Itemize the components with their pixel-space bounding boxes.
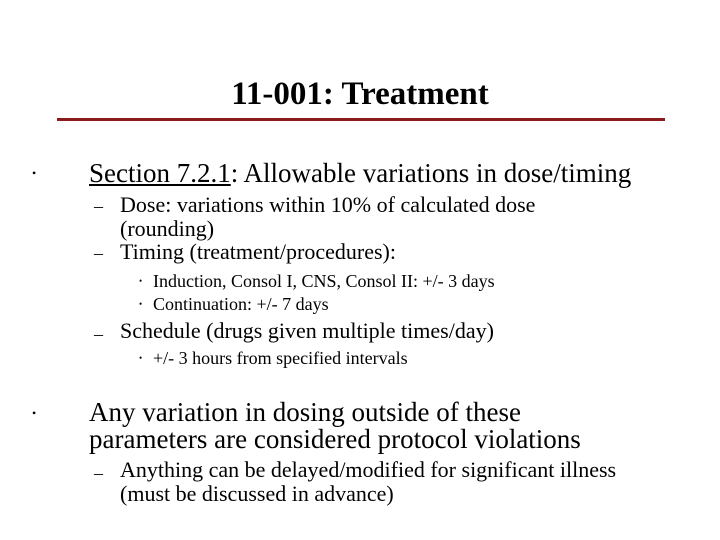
sub-dash: – xyxy=(94,324,103,344)
title-divider xyxy=(57,118,665,121)
timing-induction: Induction, Consol I, CNS, Consol II: +/- 3 days xyxy=(153,271,495,291)
sub-sub-dot: • xyxy=(139,276,143,286)
sub-sub-dot: • xyxy=(139,299,143,309)
section-link[interactable]: Section 7.2.1 xyxy=(89,158,231,188)
sub-dash: – xyxy=(94,196,103,216)
bullet-2-line2: parameters are considered protocol violations xyxy=(89,424,581,454)
bullet-1 xyxy=(89,160,631,187)
sub-schedule: Schedule (drugs given multiple times/day) xyxy=(120,318,494,343)
sub-dash: – xyxy=(94,463,103,483)
slide-title: 11-001: Treatment xyxy=(231,76,489,112)
bullet-dot: • xyxy=(32,406,37,420)
sub-delay-line1: Anything can be delayed/modified for significant illness xyxy=(120,457,617,482)
sub-timing: Timing (treatment/procedures): xyxy=(120,239,396,264)
sub-sub-dot: • xyxy=(139,353,143,363)
timing-continuation: Continuation: +/- 7 days xyxy=(153,294,329,314)
bullet-2-line1: Any variation in dosing outside of these xyxy=(89,397,521,427)
sub-dose-line2: (rounding) xyxy=(120,216,215,241)
bullet-dot: • xyxy=(32,166,37,180)
sub-dash: – xyxy=(94,243,103,263)
bullet-1-text: : Allowable variations in dose/timing xyxy=(230,158,632,188)
sub-dose-line1: Dose: variations within 10% of calculated dose xyxy=(120,192,536,217)
schedule-interval: +/- 3 hours from specified intervals xyxy=(153,348,408,368)
sub-delay-line2: (must be discussed in advance) xyxy=(120,481,394,506)
